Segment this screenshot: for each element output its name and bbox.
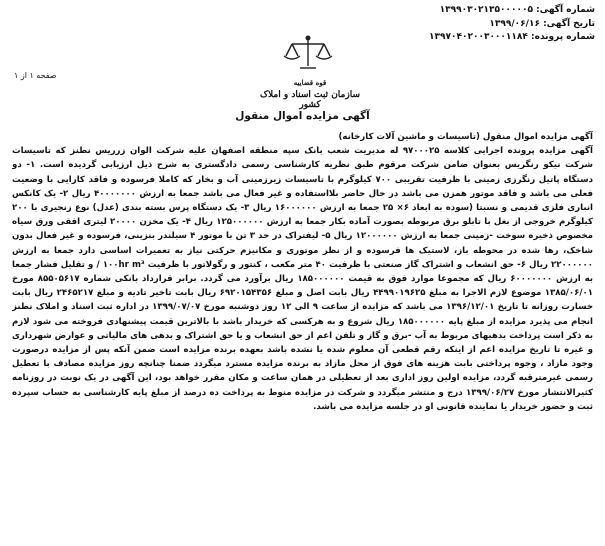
notice-title: آگهی مزایده اموال منقول [235,110,370,122]
notice-text: آگهی مزایده پرونده اجرایی کلاسه ۹۷۰۰۰۲۵ له مدیریت شعب بانک سپه منطقه اصفهان علیه شرکت الوان زرریس نطنز که تاسیسات شرکت نیکو رنگریس بعنوان ضامن شرکت مرقوم طبق نظریه کارشناسی رسمی دادگستری به شرح ذیل ارزیابی گردیده است. ۱- دو دستگاه پاتیل رنگرزی زمینی با ظرفیت تقریبی ۷۰۰ کیلوگرم با تاسیسات زیرزمینی آب و بخار که کاملا فرسوده و فاقد کارایی با وضعیت فعلی می باشد و فاقد موتور همزن می باشد در حال حاضر بلااستفاده و غیر فعال می باشد جمعا به ارزش ۴۰۰۰۰۰۰۰ ریال ۲- یک کانکس انباری فلزی قدیمی و نسبتا (سوده به ابعاد ۶× ۲۵ جمعا به ارزش ۱۶۰۰۰۰۰۰ ریال ۳- یک دستگاه پرس بسته بندی (عدل) نوع زنجیری با ۲۰۰ کیلوگرم خروجی از بغل با تابلو برق مربوطه بصورت آماده بکار جمعا به ارزش ۱۲۵۰۰۰۰۰۰ ریال ۴- یک مخزن ۲۰۰۰۰ لیتری افقی ورق سیاه مخصوص ذخیره سوخت -زمینی جمعا به ارزش ۱۲۰۰۰۰۰۰ ریال ۵- لیفتراک در حد ۳ تن با موتور ۴ سیلندر بنزینی، فرسوده و غیر فعال بدون شاخک، رها شده در محوطه باز، لاستیک ها فرسوده و از نظر موتوری و مکانیزم حرکتی نیاز به تعمیرات اساسی دارد جمعا به ارزش ۲۲۰۰۰۰۰۰ ریال ۶- حق انشعاب و اشتراک گاز صنعتی با ظرفیت ۴۰ متر مکعب ، کنتور و رگولاتور با ظرفیت ۱۰۰hr m³ / و تقلیل فشار جمعا به ارزش ۶۰۰۰۰۰۰۰ ریال که مجموعا موارد فوق به قیمت ۱۸۵۰۰۰۰۰۰ ریال برآورد می گردد. برابر قرارداد بانکی شماره ۸۵۵۰۵۶۱۷ مورخ ۱۳۸۵/۰۶/۰۱ موضوع لازم الاجرا به مبلغ ۴۴۹۹۰۱۹۶۲۵ ریال بابت اصل و مبلغ ۶۹۲۰۱۵۴۳۵۶ ریال بابت تاخیر تادیه و مبلغ ۲۴۶۵۲۱۷ ریال بابت خسارت روزانه تا تاریخ ۱۳۹۶/۱۲/۰۱ می باشد که مزایده از ساعت ۹ الی ۱۲ روز دوشنبه مورخ ۱۳۹۹/۰۷/۰۷ در اداره ثبت اسناد و املاک نطنز انجام می پذیرد مزایده از مبلغ پایه ۱۸۵۰۰۰۰۰۰ ریال شروع و به هرکسی که خریدار باشد با بالاترین قیمت پیشنهادی فروخته می شود لازم به ذکر است پرداخت بدهیهای مربوط به آب -برق و گاز و تلفن اعم از حق انشعاب و یا حق اشتراک و بدهی های مالیاتی و عوارض شهرداری و غیره تا تاریخ مزایده اعم از اینکه رقم قطعی آن معلوم شده یا نشده باشد بعهده برنده مزایده است ضمن آنکه پس از مزایده درصورت وجود مازاد ، وجوه پرداختی بابت هزینه های فوق از محل مازاد به برنده مزایده مسترد میگردد ضمنا چنانچه روز مزایده مصادف با تعطیل رسمی غیرمترقبه گردد، مزایده اولین روز اداری بعد از تعطیلی در همان ساعت و مکان مقرر خواهد بود، این آگهی در یک نوبت در روزنامه کثیرالانتشار مورخ ۱۳۹۹/۰۶/۲۷ درج و منتشر میگردد و شرکت در مزایده منوط به پرداخت ده درصد از مبلغ پایه کارشناسی به حساب سپرده ثبت و حضور خریدار یا نماینده قانونی او در جلسه مزایده می باشد. [12,146,593,412]
organization-name: سازمان ثبت اسناد و املاک کشور [260,90,360,110]
judiciary-emblem-icon [278,32,338,72]
notice-metadata [325,4,595,45]
organization-block [250,78,370,110]
notice-subtitle: آگهی مزایده اموال منقول (تاسیسات و ماشین آلات کارخانه) [338,132,593,142]
page-number-label: صفحه ۱ از ۱ [14,71,57,80]
notice-date: تاریخ آگهی: ۱۳۹۹/۰۶/۱۶ [489,18,595,29]
notice-number: شماره آگهی: ۱۳۹۹۰۳۰۲۱۳۵۰۰۰۰۰۵ [439,5,595,15]
judiciary-label: قوه قضاییه [293,78,327,87]
notice-body [12,130,593,540]
case-number: شماره پرونده: ۱۳۹۷۰۴۰۲۰۰۳۰۰۰۱۱۸۴ [429,32,595,42]
